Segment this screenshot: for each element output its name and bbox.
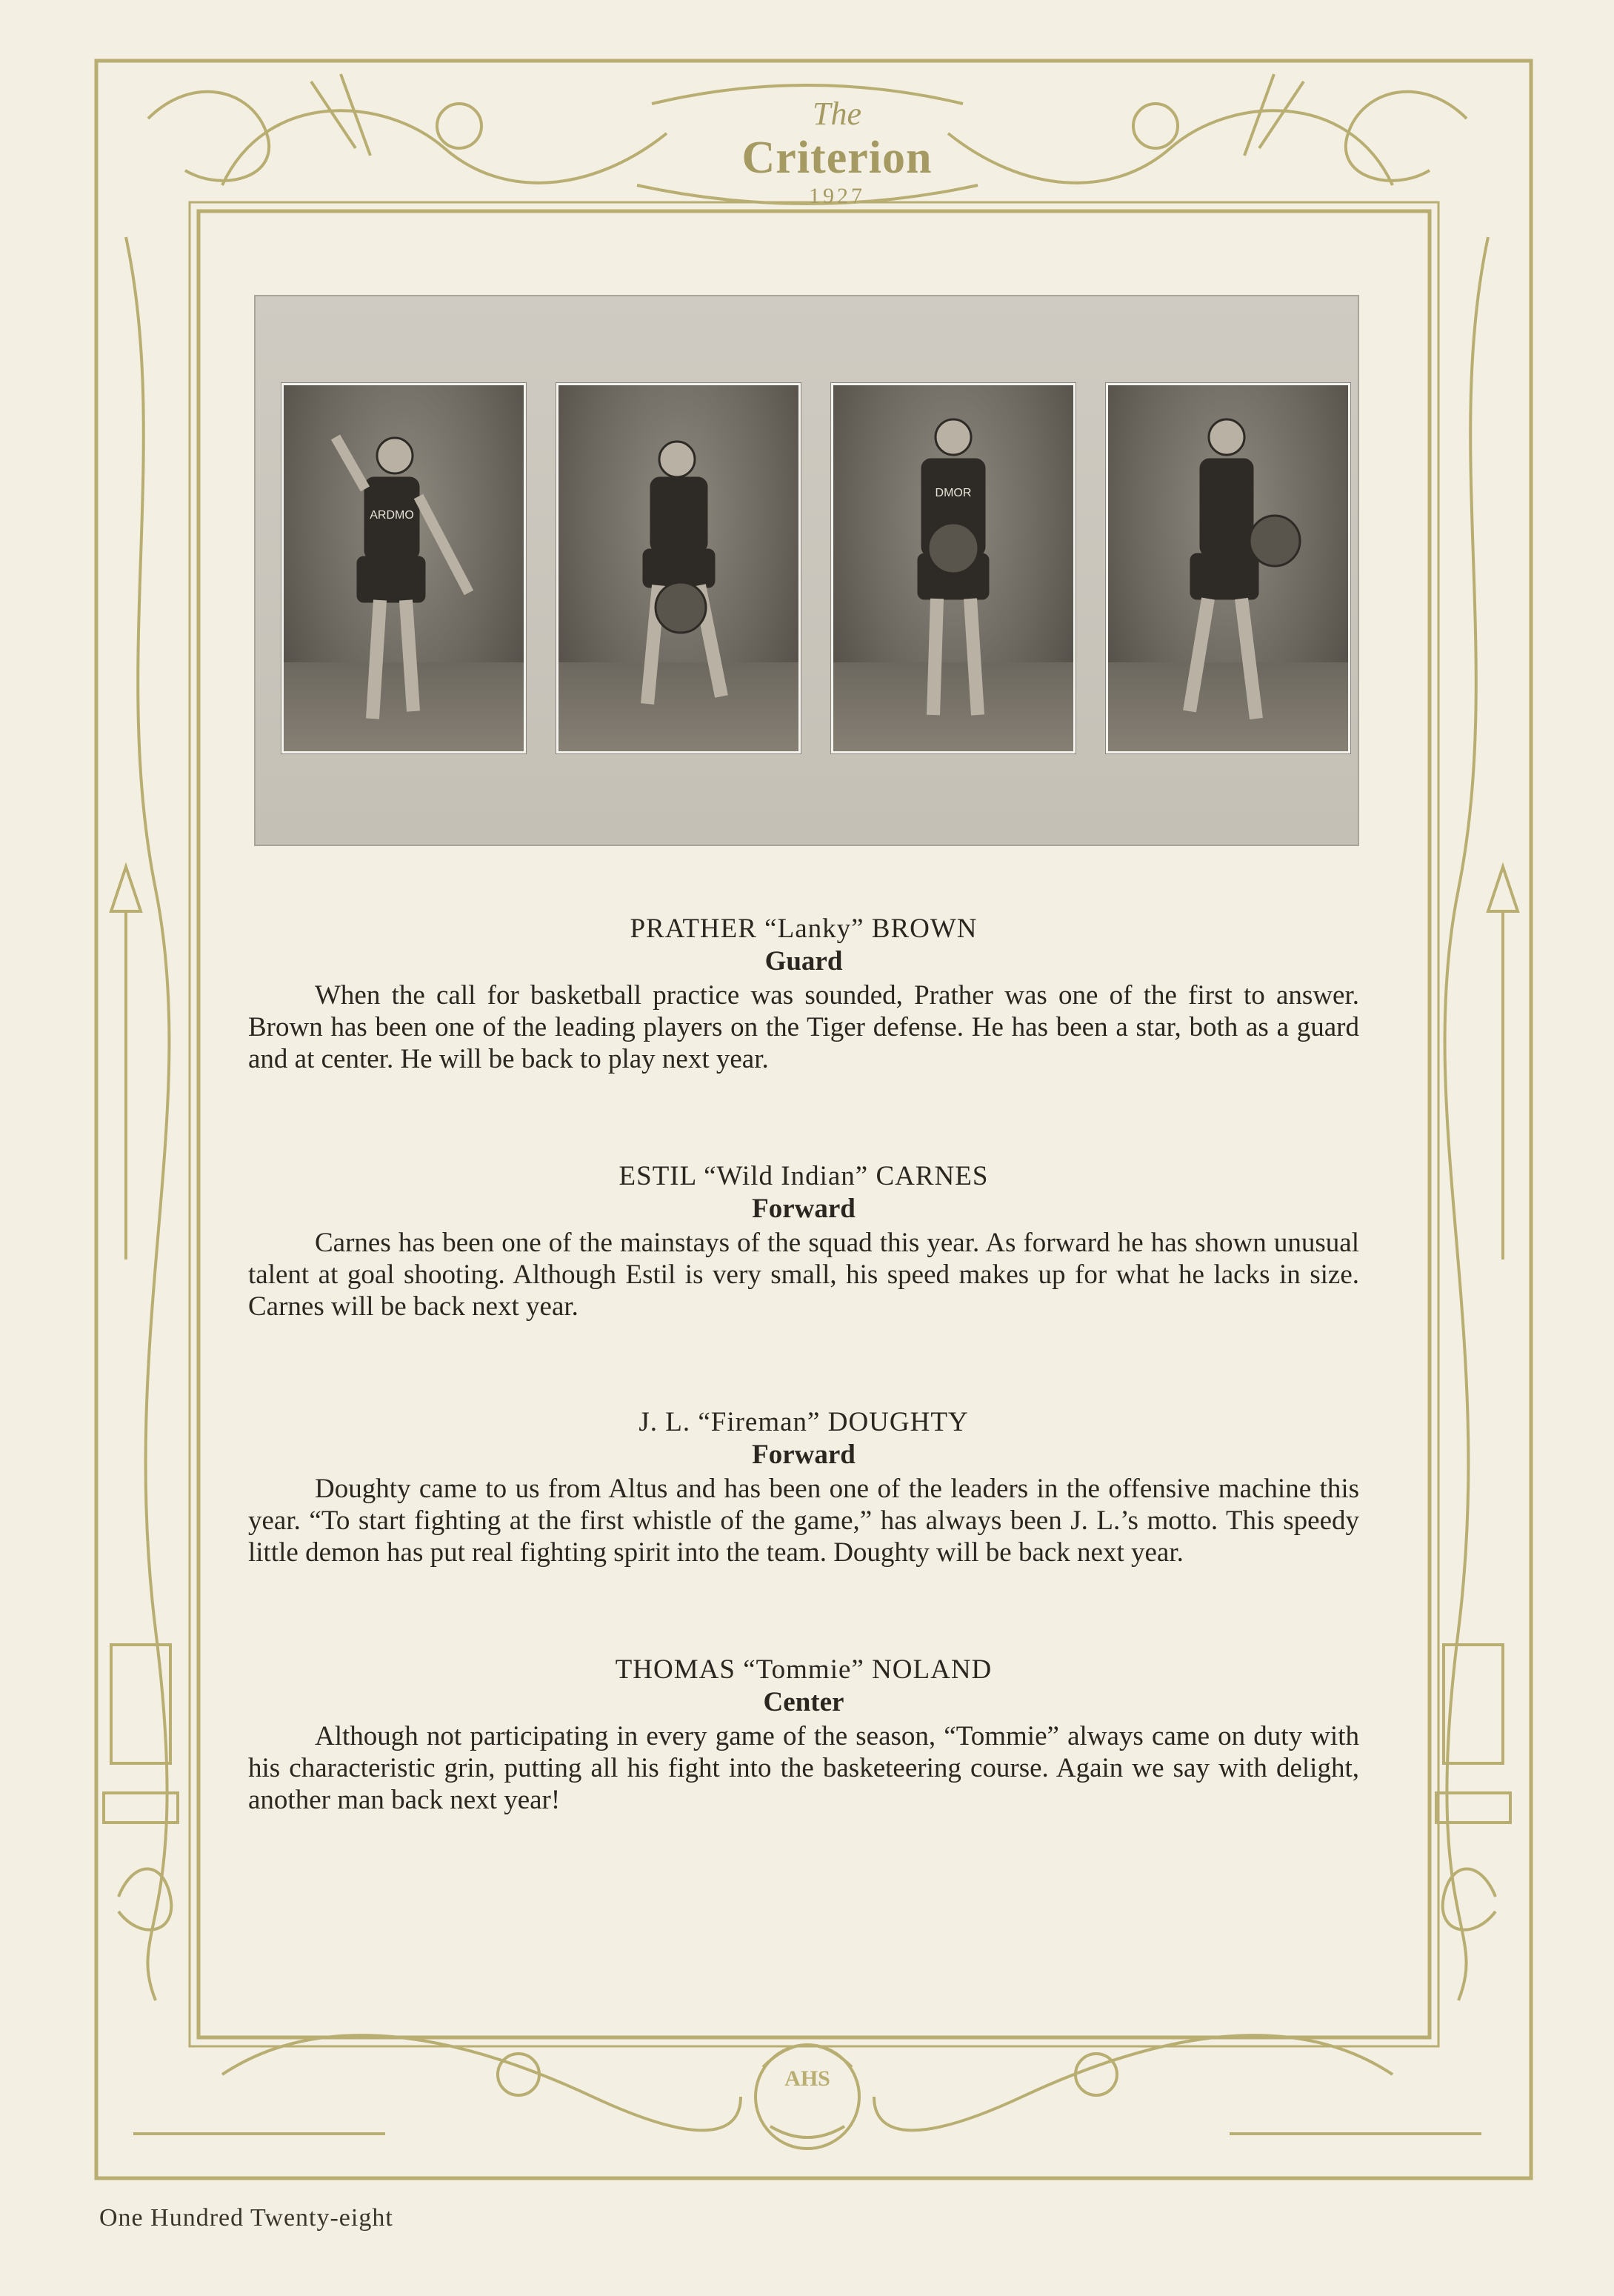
player-position: Forward <box>752 1194 856 1224</box>
player-figure-icon <box>284 385 524 751</box>
player-bio-text: Doughty came to us from Altus and has been one of the leaders in the offensive machine this year. “To start fighting at the first whistle of the game,” has always been J. L.’s motto. This speedy little demon has put real fighting spirit into the team. Doughty will be back next year. <box>248 1474 1359 1568</box>
player-bio-text: When the call for basketball practice was sounded, Prather was one of the first to answer. Brown has been one of the leading players on the Tiger defense. He has been a star, both as a guard and at center. He will be back to play next year. <box>248 980 1359 1074</box>
masthead <box>696 96 978 209</box>
player-name: PRATHER “Lanky” BROWN <box>630 914 978 944</box>
player-bio <box>248 1406 1359 1568</box>
masthead-title: Criterion <box>741 133 933 183</box>
player-name: THOMAS “Tommie” NOLAND <box>615 1654 993 1685</box>
player-figure-icon <box>833 385 1073 751</box>
player-bio <box>248 1160 1359 1322</box>
player-bio <box>248 913 1359 1075</box>
player-bio-text: Carnes has been one of the mainstays of the squad this year. As forward he has shown unusual talent at goal shooting. Although Estil is very small, his speed makes up for what he lacks in size. Carnes will be back next year. <box>248 1228 1359 1322</box>
masthead-the: The <box>813 96 861 132</box>
player-figure-icon <box>558 385 798 751</box>
player-photo <box>281 383 526 753</box>
player-figure-icon <box>1108 385 1348 751</box>
player-bio <box>248 1654 1359 1816</box>
jersey-text: DMOR <box>935 487 972 499</box>
player-position: Guard <box>764 946 843 976</box>
player-photo <box>1106 383 1350 753</box>
masthead-year: 1927 <box>809 184 865 208</box>
player-name: ESTIL “Wild Indian” CARNES <box>618 1161 989 1191</box>
crest-text: AHS <box>784 2066 830 2091</box>
player-position: Center <box>763 1687 844 1717</box>
page-folio: One Hundred Twenty-eight <box>99 2204 393 2232</box>
team-photo-panel <box>254 295 1359 846</box>
player-name: J. L. “Fireman” DOUGHTY <box>638 1407 969 1437</box>
player-photo <box>831 383 1076 753</box>
player-bio-text: Although not participating in every game of the season, “Tommie” always came on duty with his characteristic grin, putting all his fight into the basketeering course. Again we say with delight, another man back next year! <box>248 1721 1359 1815</box>
player-position: Forward <box>752 1440 856 1470</box>
player-photo <box>556 383 801 753</box>
jersey-text: ARDMO <box>370 509 414 522</box>
